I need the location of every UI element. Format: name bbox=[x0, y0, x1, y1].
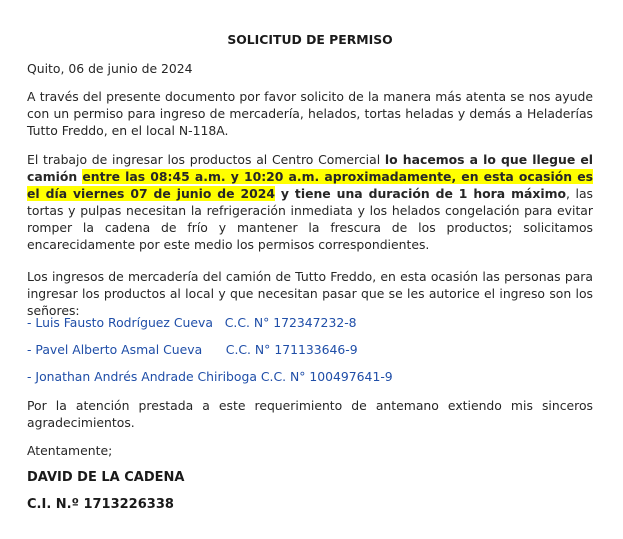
person-line-1: - Luis Fausto Rodríguez Cueva C.C. N° 172347232-8 bbox=[27, 315, 357, 330]
closing-line: Atentamente; bbox=[27, 443, 113, 458]
signer-id: C.I. N.º 1713226338 bbox=[27, 497, 174, 512]
paragraph-people-intro: Los ingresos de mercadería del camión de Tutto Freddo, en esta ocasión las personas para ingresar los productos al local y que necesitan pasar que se les autorice el ingreso son los señores: bbox=[27, 269, 593, 318]
document-title: SOLICITUD DE PERMISO bbox=[227, 32, 393, 47]
signer-name: DAVID DE LA CADENA bbox=[27, 470, 185, 485]
schedule-highlight: entre las 08:45 a.m. y 10:20 a.m. aproximadamente, en esta ocasión es el día viernes 07 de junio de 2024 bbox=[27, 169, 594, 201]
schedule-text-intro: El trabajo de ingresar los productos al Centro Comercial bbox=[27, 152, 385, 167]
schedule-duration: y tiene una duración de 1 hora máximo bbox=[274, 186, 567, 201]
schedule-text-rest: , las tortas y pulpas necesitan la refrigeración inmediata y los helados congelación para evitar romper la cadena de frío y mantener la frescura de los productos; solicitamos encarecidamente por este medio los permisos correspondientes. bbox=[27, 186, 593, 252]
schedule-text-bold: lo hacemos a lo que llegue el camión bbox=[27, 152, 593, 184]
person-line-3: - Jonathan Andrés Andrade Chiriboga C.C. N° 100497641-9 bbox=[27, 369, 393, 384]
paragraph-request: A través del presente documento por favor solicito de la manera más atenta se nos ayude con un permiso para ingreso de mercadería, helados, tortas heladas y demás a Heladerías Tutto Freddo, en el local N-118A. bbox=[27, 89, 593, 138]
date-line: Quito, 06 de junio de 2024 bbox=[27, 61, 193, 76]
paragraph-thanks: Por la atención prestada a este requerimiento de antemano extiendo mis sinceros agradecimientos. bbox=[27, 398, 593, 430]
person-line-2: - Pavel Alberto Asmal Cueva C.C. N° 171133646-9 bbox=[27, 342, 358, 357]
paragraph-schedule bbox=[27, 151, 593, 253]
